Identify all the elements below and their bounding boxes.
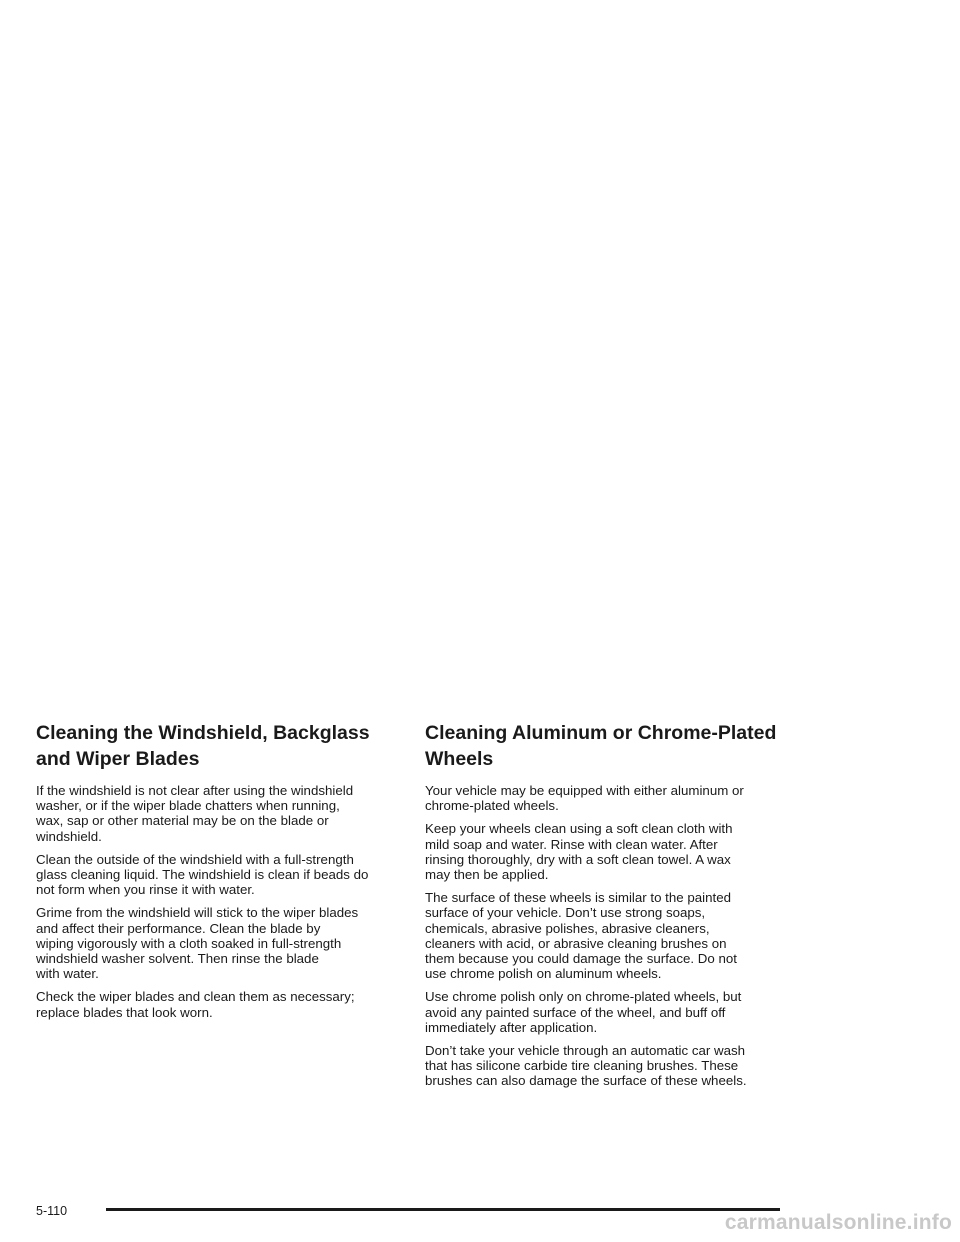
wheels-paragraph-5: Don’t take your vehicle through an automatic car wash that has silicone carbide tire cleaning brushes. These brushes can also damage the surface of these wheels. xyxy=(425,1043,747,1089)
page-number: 5-110 xyxy=(36,1204,68,1218)
windshield-paragraph-2: Clean the outside of the windshield with a full-strength glass cleaning liquid. The windshield is clean if beads do not form when you rinse it with water. xyxy=(36,851,369,898)
windshield-paragraph-1: If the windshield is not clear after using the windshield washer, or if the wiper blade chatters when running, wax, sap or other material may be on the blade or windshield. xyxy=(36,783,354,844)
wheels-heading: Cleaning Aluminum or Chrome-Plated Wheels xyxy=(425,722,777,770)
windshield-section xyxy=(36,720,402,1028)
footer-rule xyxy=(106,1208,780,1211)
wheels-section xyxy=(425,720,795,1097)
windshield-heading: Cleaning the Windshield, Backglass and Wiper Blades xyxy=(36,722,370,770)
watermark-text[interactable]: carmanualsonline.info xyxy=(724,1211,952,1234)
wheels-paragraph-4: Use chrome polish only on chrome-plated wheels, but avoid any painted surface of the wheel, and buff off immediately after application. xyxy=(425,989,742,1035)
wheels-paragraph-2: Keep your wheels clean using a soft clean cloth with mild soap and water. Rinse with clean water. After rinsing thoroughly, dry with a soft clean towel. A wax may then be applied. xyxy=(425,821,733,883)
wheels-paragraph-1: Your vehicle may be equipped with either aluminum or chrome-plated wheels. xyxy=(425,783,744,814)
windshield-paragraph-3: Grime from the windshield will stick to the wiper blades and affect their performance. Clean the blade by wiping vigorously with a cloth soaked in full-strength windshield washer solvent. Then rinse the blade with water. xyxy=(36,905,359,982)
windshield-paragraph-4: Check the wiper blades and clean them as necessary; replace blades that look worn. xyxy=(36,989,355,1020)
wheels-paragraph-3: The surface of these wheels is similar to the painted surface of your vehicle. Don’t use strong soaps, chemicals, abrasive polishes, abrasive cleaners, cleaners with acid, or abrasive cleaning brushes on them because you could damage the surface. Do not use chrome polish on aluminum wheels. xyxy=(425,890,737,982)
